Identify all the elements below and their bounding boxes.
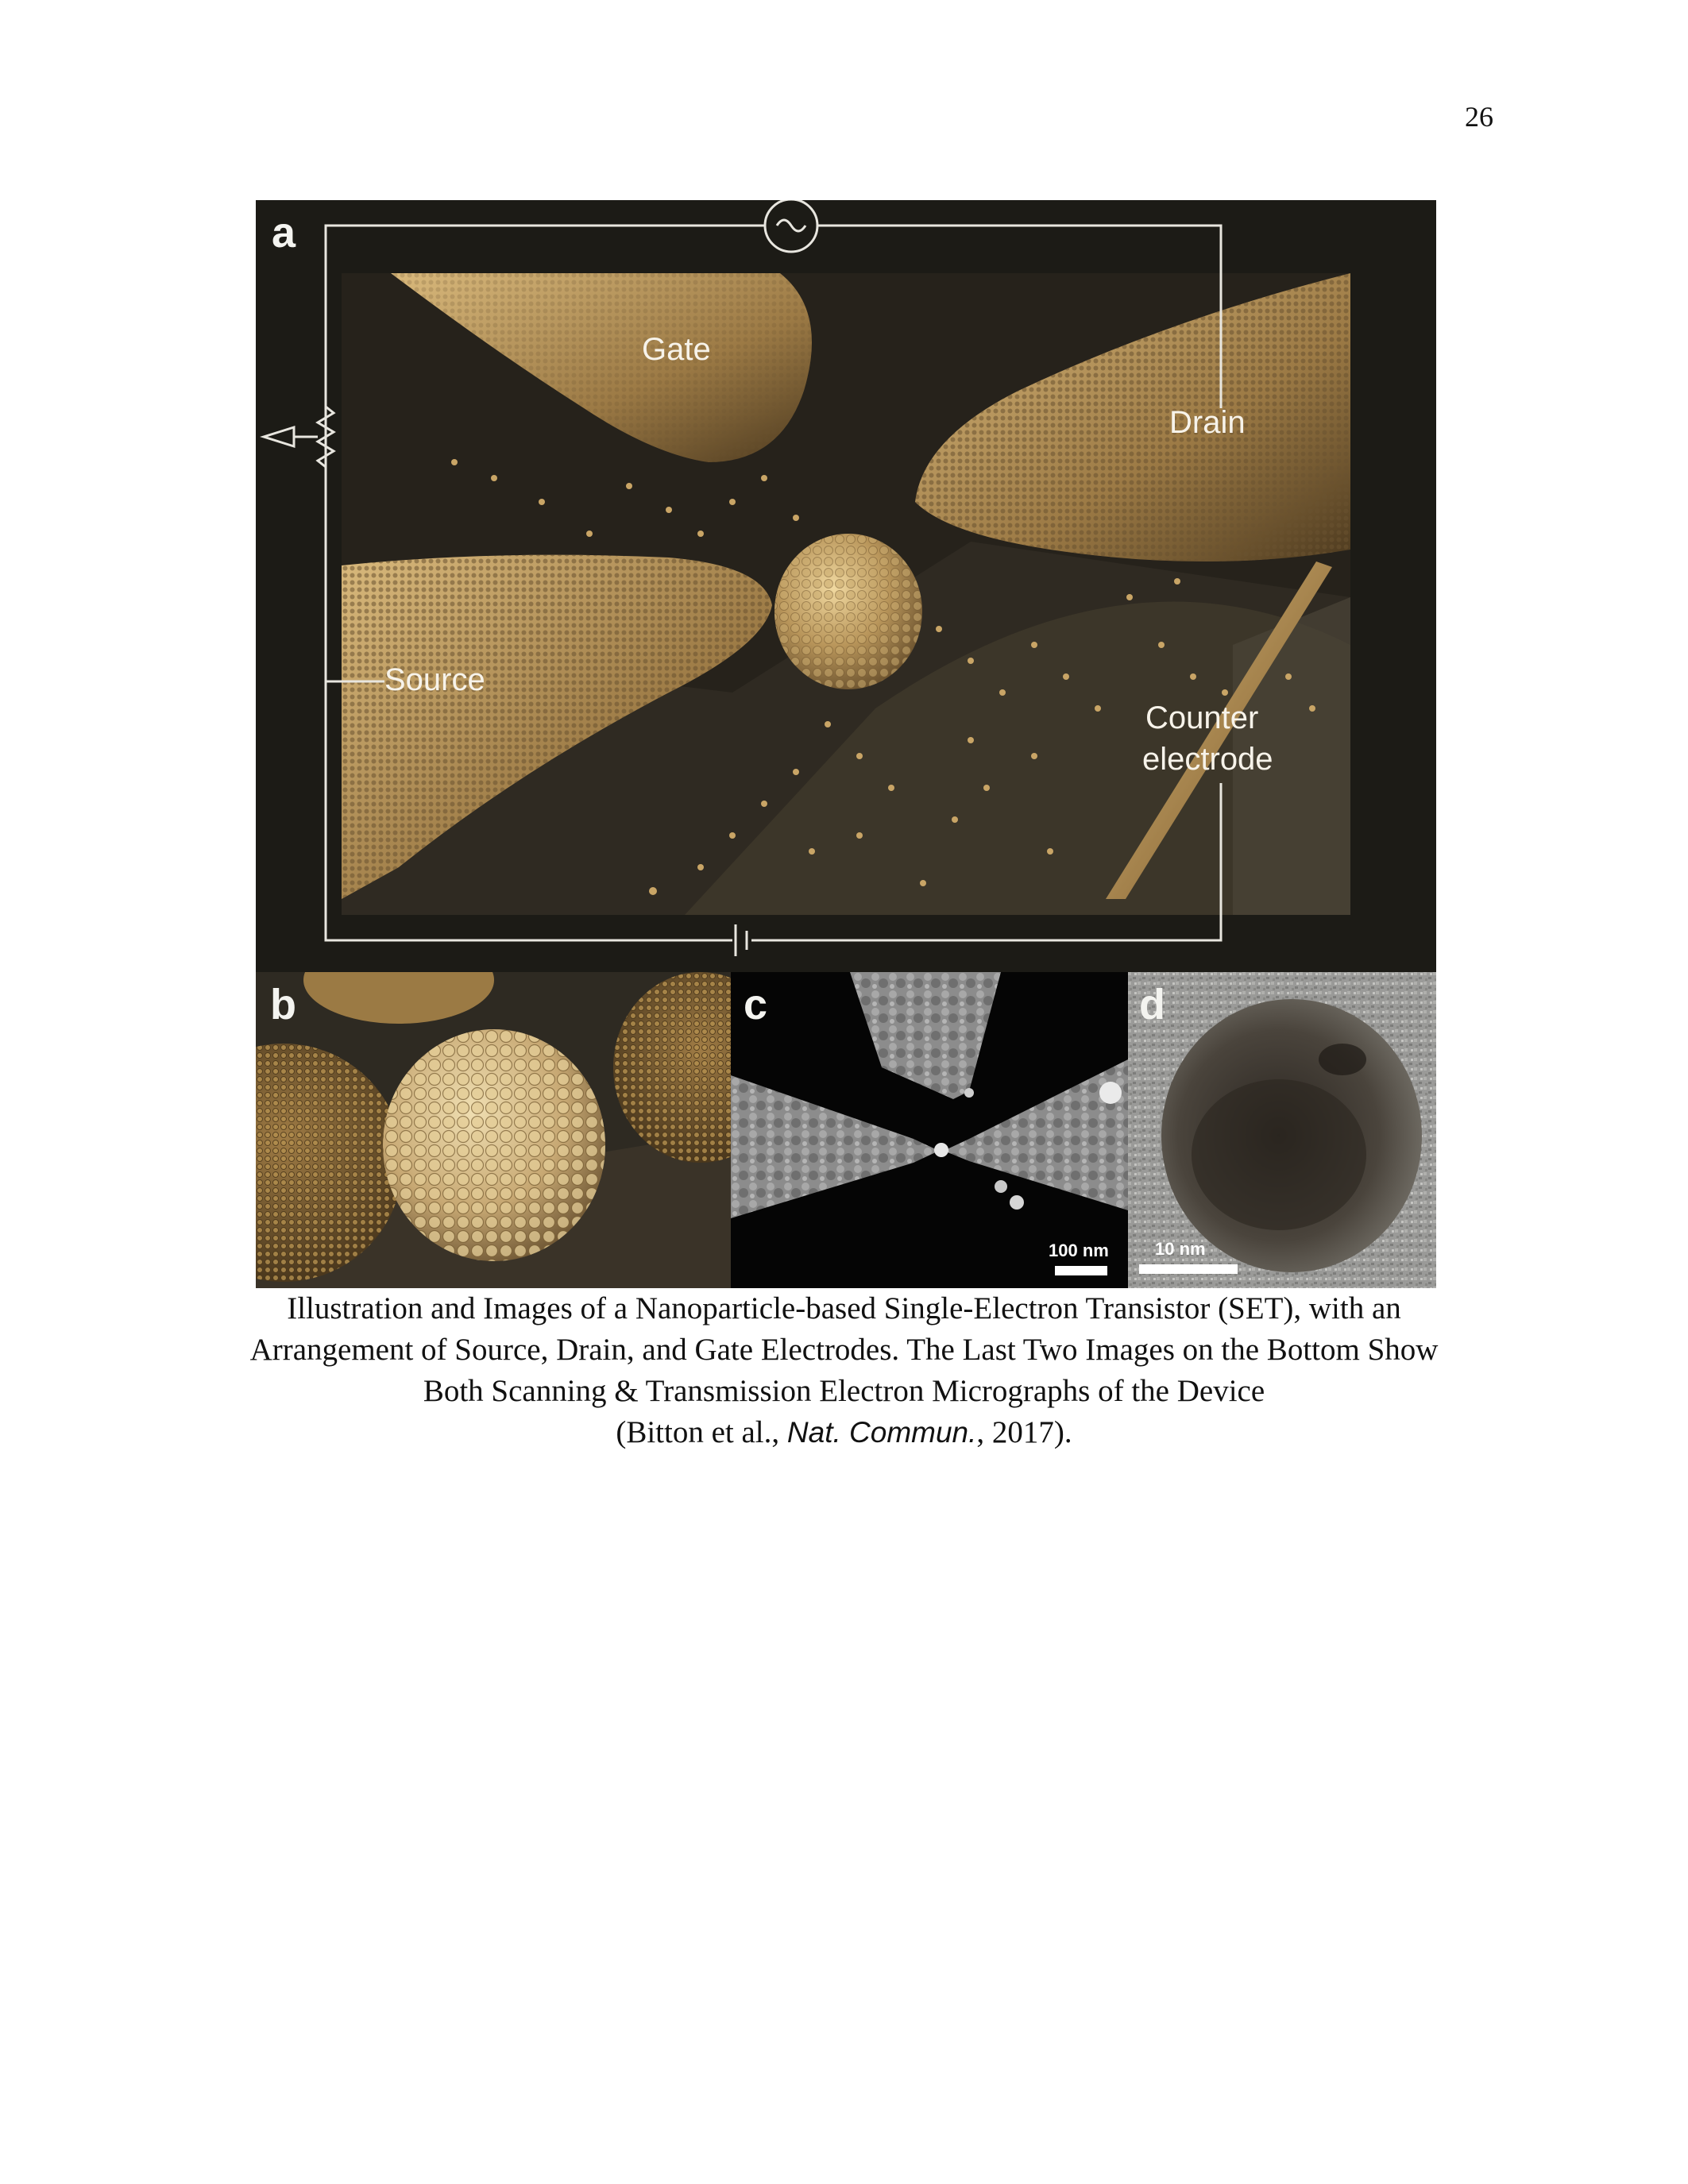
label-gate: Gate xyxy=(642,332,711,367)
panel-letter-b: b xyxy=(270,981,296,1028)
label-counter: Counter xyxy=(1145,700,1259,735)
label-drain: Drain xyxy=(1169,405,1246,440)
panel-letter-c: c xyxy=(744,981,768,1028)
label-electrode: electrode xyxy=(1142,742,1273,777)
panel-b-closeup xyxy=(256,972,731,1288)
nanoparticle-closeup xyxy=(256,972,731,1288)
caption-line-1: Illustration and Images of a Nanoparticle-based Single-Electron Transistor (SET), with an xyxy=(287,1291,1401,1325)
citation-suffix: , 2017). xyxy=(976,1415,1072,1449)
citation-journal: Nat. Commun. xyxy=(786,1416,977,1449)
panel-letter-a: a xyxy=(272,209,296,257)
caption-citation xyxy=(159,1412,1529,1453)
panel-d-tem xyxy=(1128,972,1436,1288)
panel-letter-d: d xyxy=(1139,981,1165,1028)
panel-a-illustration xyxy=(256,200,1436,972)
page-number: 26 xyxy=(1465,101,1493,133)
caption-line-2: Arrangement of Source, Drain, and Gate Electrodes. The Last Two Images on the Bottom Show xyxy=(249,1333,1439,1367)
scale-bar-label-d: 10 nm xyxy=(1155,1239,1206,1259)
label-source: Source xyxy=(384,662,485,697)
figure xyxy=(256,200,1436,1288)
panel-c-sem xyxy=(731,972,1128,1288)
scale-bar-label-c: 100 nm xyxy=(1049,1241,1109,1260)
caption-line-3: Both Scanning & Transmission Electron Micrographs of the Device xyxy=(423,1374,1265,1408)
figure-caption xyxy=(159,1288,1529,1453)
citation-prefix: (Bitton et al., xyxy=(616,1415,787,1449)
set-illustration xyxy=(256,200,1436,972)
